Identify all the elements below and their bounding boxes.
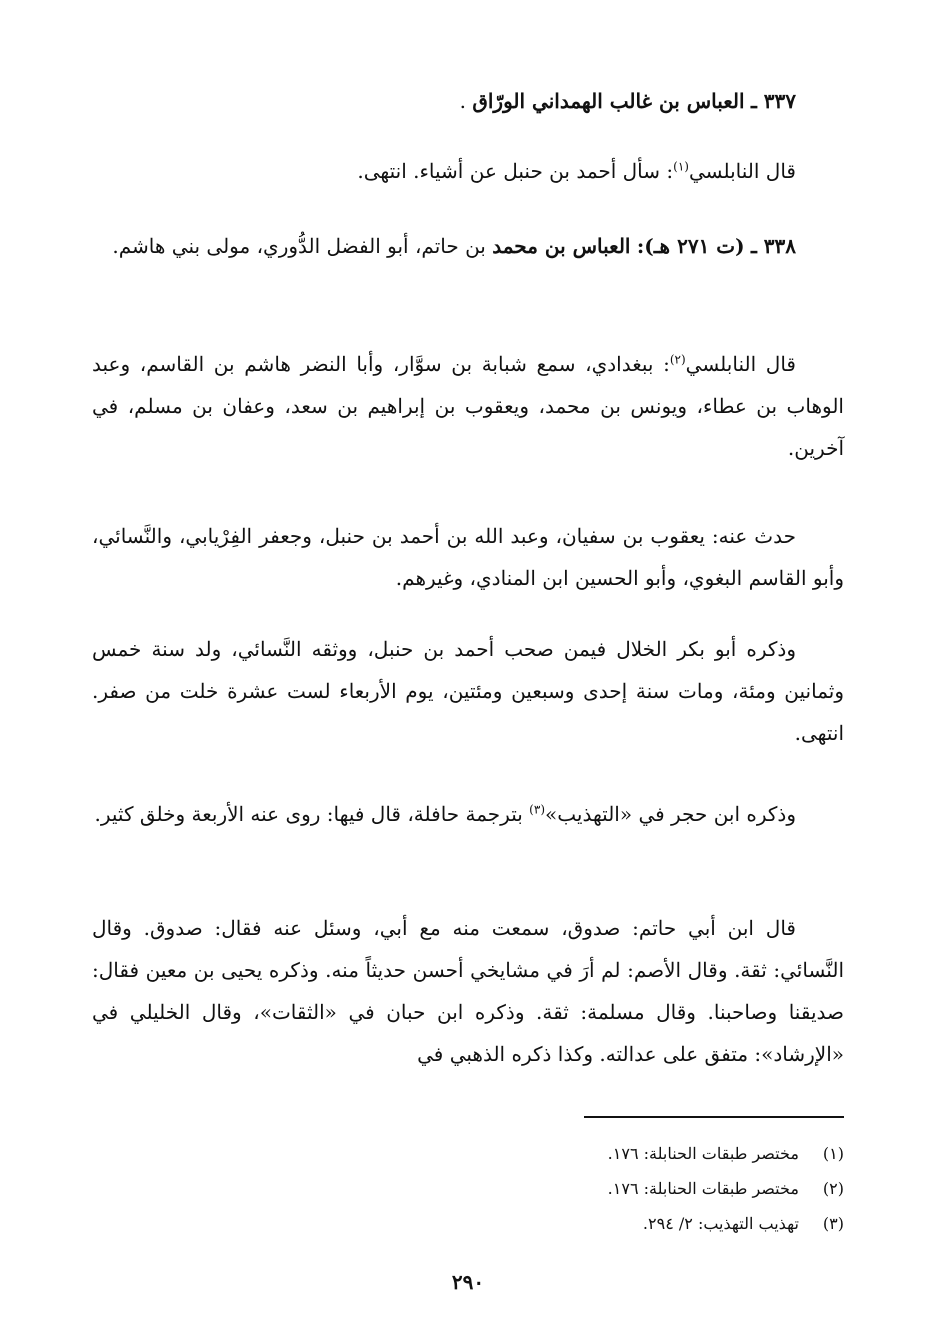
paragraph-1-text: : ببغدادي، سمع شبابة بن سوَّار، وأبا النضر هاشم بن القاسم، وعبد الوهاب بن عطاء، ويونس بن محمد، ويعقوب بن إبراهيم بن سعد، وعفان بن مسلم، في آخرين. xyxy=(92,352,844,460)
entry-338-number: ٣٣٨ ـ xyxy=(750,234,796,258)
paragraph-1-lead: قال النابلسي xyxy=(685,352,796,376)
paragraph-2: حدث عنه: يعقوب بن سفيان، وعبد الله بن أحمد بن حنبل، وجعفر الفِرْيابي، والنَّسائي، وأبو القاسم البغوي، وأبو الحسين ابن المنادي، وغيرهم. xyxy=(92,524,844,590)
footnotes xyxy=(344,1136,844,1241)
footnote-ref-3: (٣) xyxy=(529,802,545,817)
entry-338-date: (ت ٢٧١ هـ) xyxy=(644,234,745,258)
footnote-2-number: (٢) xyxy=(822,1179,844,1198)
footnote-ref-1: (١) xyxy=(673,159,689,174)
paragraph-4-lead: وذكره ابن حجر في «التهذيب» xyxy=(545,802,796,826)
entry-337-end: . xyxy=(459,89,466,113)
paragraph-5: قال ابن أبي حاتم: صدوق، سمعت منه مع أبي، وسئل عنه فقال: صدوق. وقال النَّسائي: ثقة. وقال الأصم: لم أرَ في مشايخي أحسن حديثاً منه. وذكره يحيى بن معين فقال: صديقنا وصاحبنا. وقال مسلمة: ثقة. وذكره ابن حبان في «الثقات»، وقال الخليلي في «الإرشاد»: متفق على عدالته. وكذا ذكره الذهبي في xyxy=(92,916,844,1066)
paragraph-4 xyxy=(92,793,844,835)
footnote-1-text: مختصر طبقات الحنابلة: ١٧٦. xyxy=(607,1144,799,1163)
footnote-divider xyxy=(584,1116,844,1118)
paragraph-4-text: بترجمة حافلة، قال فيها: روى عنه الأربعة وخلق كثير. xyxy=(94,802,530,826)
page-number: ٢٩٠ xyxy=(451,1270,485,1294)
entry-337-quote-text: : سأل أحمد بن حنبل عن أشياء. انتهى. xyxy=(357,159,674,183)
footnote-2-text: مختصر طبقات الحنابلة: ١٧٦. xyxy=(607,1179,799,1198)
footnote-3-text: تهذيب التهذيب: ٢/ ٢٩٤. xyxy=(642,1214,799,1233)
entry-338-colon: : xyxy=(636,234,645,258)
footnote-3-number: (٣) xyxy=(822,1214,844,1233)
entry-338-rest: بن حاتم، أبو الفضل الدُّوري، مولى بني هاشم. xyxy=(112,234,486,258)
footnote-1 xyxy=(344,1136,844,1171)
paragraph-1 xyxy=(92,343,844,469)
entry-337-quote xyxy=(92,150,844,192)
footnote-ref-2: (٢) xyxy=(669,352,686,367)
entry-337-quote-lead: قال النابلسي xyxy=(688,159,796,183)
entry-337-number: ٣٣٧ ـ xyxy=(750,89,796,113)
footnote-2 xyxy=(344,1171,844,1206)
entry-338-name: العباس بن محمد xyxy=(492,234,631,258)
paragraph-3: وذكره أبو بكر الخلال فيمن صحب أحمد بن حنبل، ووثقه النَّسائي، ولد سنة خمس وثمانين ومئة، ومات سنة إحدى وسبعين ومئتين، يوم الأربعاء لست عشرة خلت من صفر. انتهى. xyxy=(92,637,844,745)
entry-337-name: العباس بن غالب الهمداني الورّاق xyxy=(472,89,745,113)
entry-337-heading xyxy=(92,80,844,122)
entry-338-heading xyxy=(92,225,844,267)
footnote-1-number: (١) xyxy=(822,1144,844,1163)
footnote-3 xyxy=(344,1206,844,1241)
